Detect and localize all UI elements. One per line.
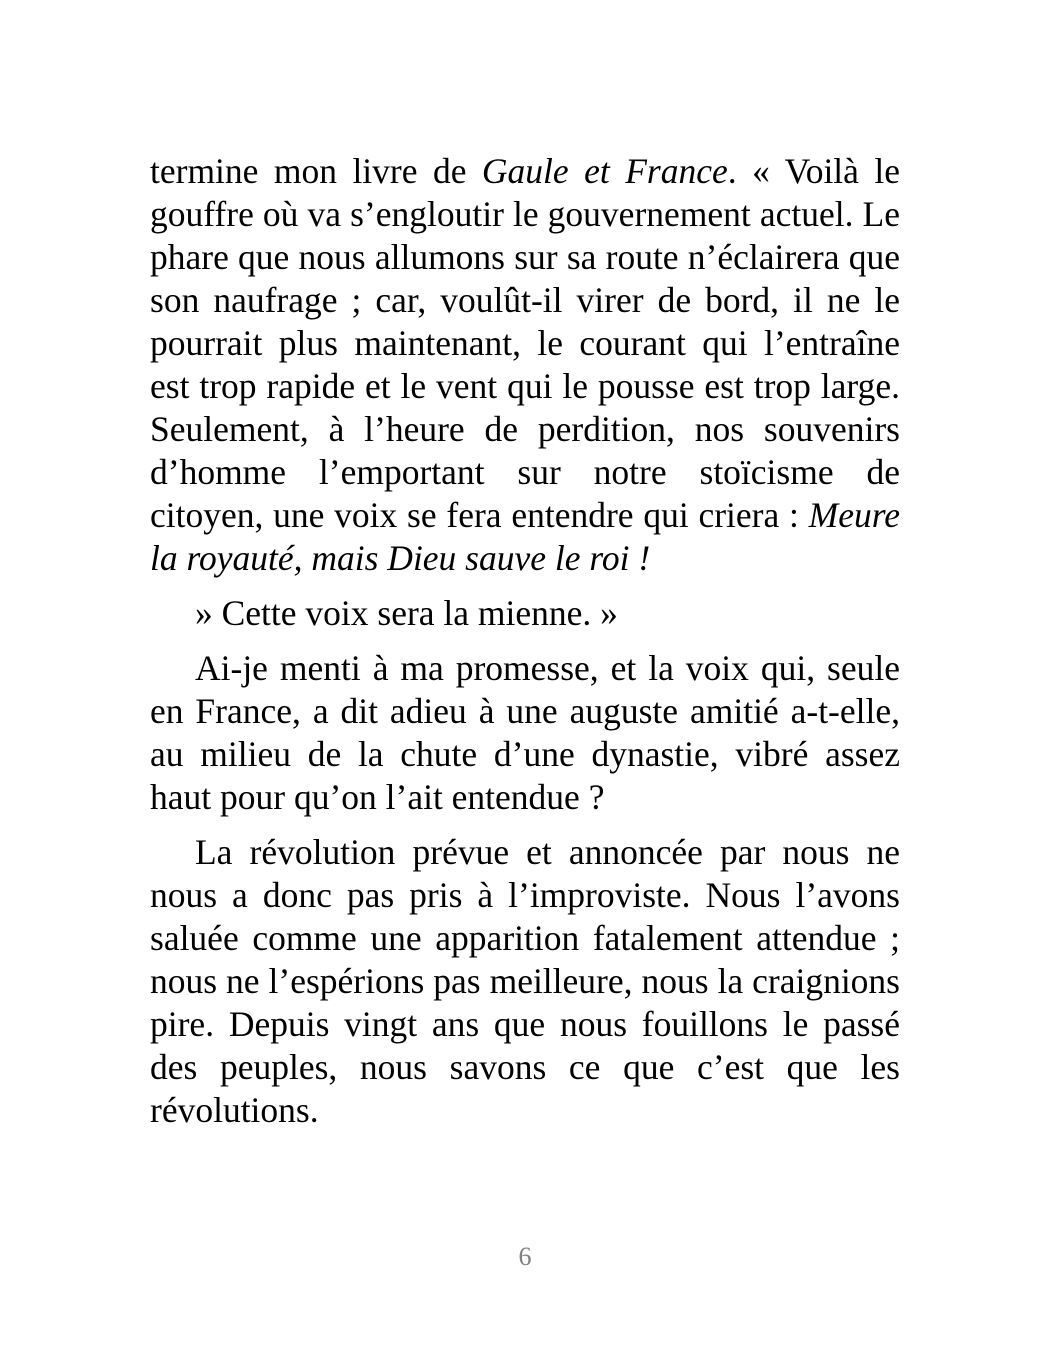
page-number: 6	[518, 1242, 532, 1271]
paragraph-1	[150, 150, 900, 580]
paragraph-1-text-b: . « Voilà le gouffre où va s’engloutir le gouvernement actuel. Le phare que nous allumons sur sa route n’éclairera que son naufrage ; car, voulût-il virer de bord, il ne le pourrait plus maintenant, le courant qui l’entraîne est trop rapide et le vent qui le pousse est trop large. Seulement, à l’heure de perdition, nos souvenirs d’homme l’emportant sur notre stoïcisme de citoyen, une voix se fera entendre qui criera :	[150, 151, 900, 535]
paragraph-2: » Cette voix sera la mienne. »	[195, 593, 618, 633]
book-title-italic: Gaule et France	[481, 151, 728, 191]
paragraph-4: La révolution prévue et annoncée par nous ne nous a donc pas pris à l’improviste. Nous l’avons saluée comme une apparition fatalement attendue ; nous ne l’espérions pas meilleure, nous la craignions pire. Depuis vingt ans que nous fouillons le passé des peuples, nous savons ce que c’est que les révolutions.	[150, 832, 900, 1130]
page-body	[150, 150, 900, 1144]
quote-italic: Meure la royauté, mais Dieu sauve le roi !	[150, 495, 900, 578]
paragraph-3: Ai-je menti à ma promesse, et la voix qui, seule en France, a dit adieu à une auguste amitié a-t-elle, au milieu de la chute d’une dynastie, vibré assez haut pour qu’on l’ait entendue ?	[150, 648, 900, 817]
paragraph-1-text-a: termine mon livre de	[150, 151, 482, 191]
